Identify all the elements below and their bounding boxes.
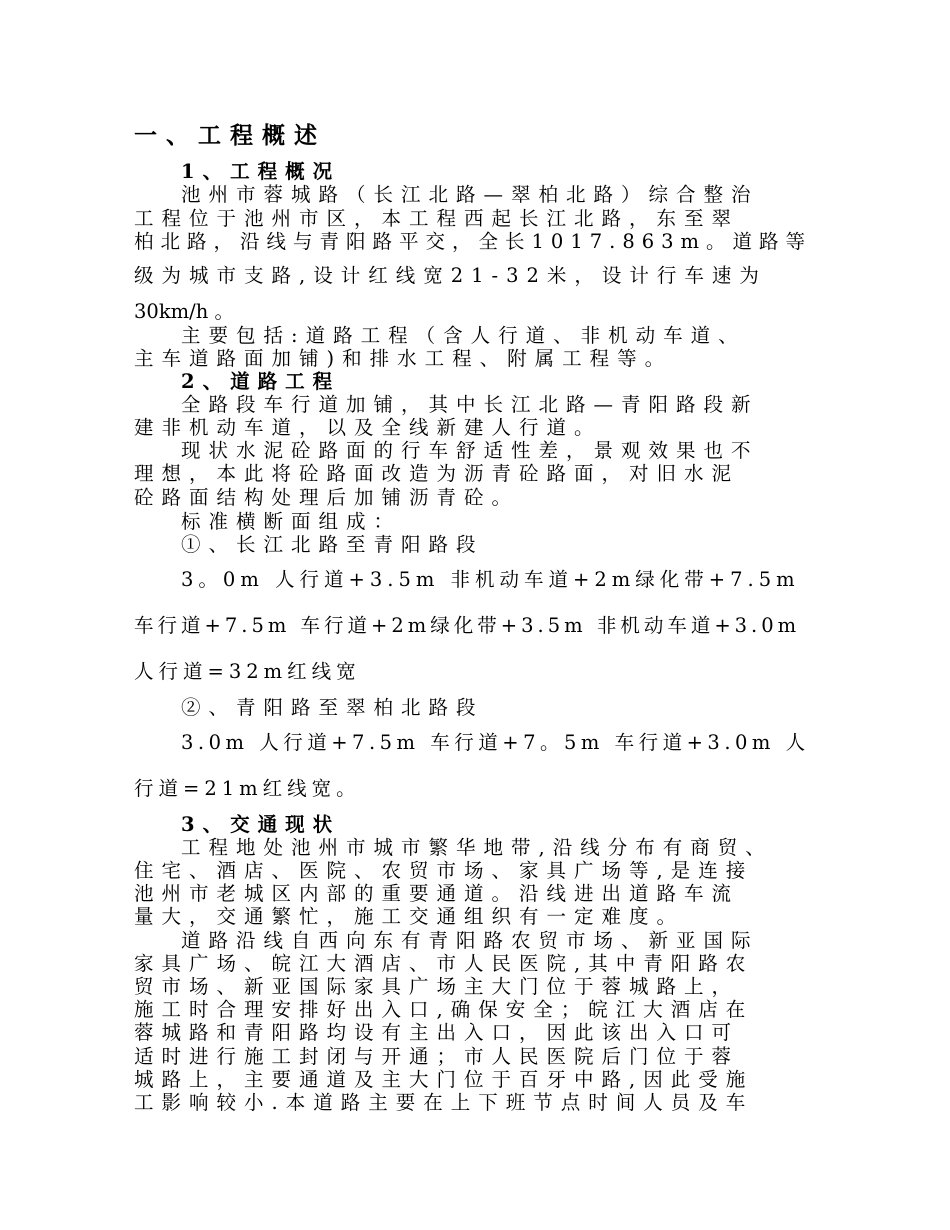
paragraph-line: 3.0m 人行道+7.5m 车行道+7。5m 车行道+3.0m 人 <box>181 731 810 754</box>
paragraph-line: 城路上，主要通道及主大门位于百牙中路,因此受施 <box>134 1068 754 1091</box>
paragraph-line: 池州市蓉城路（长江北路—翠柏北路）综合整治 <box>181 183 759 206</box>
paragraph-line: 工程地处池州市城市繁华地带,沿线分布有商贸、 <box>181 836 773 859</box>
paragraph-line: 3。0m 人行道+3.5m 非机动车道+2m绿化带+7.5m <box>181 568 800 591</box>
paragraph-line: 30km/h 。 <box>134 300 234 323</box>
paragraph-line: 工程位于池州市区，本工程西起长江北路，东至翠 <box>134 207 740 230</box>
paragraph-line: 现状水泥砼路面的行车舒适性差，景观效果也不 <box>181 439 759 462</box>
paragraph-line: ②、青阳路至翠柏北路段 <box>181 696 484 719</box>
paragraph-line: 建非机动车道，以及全线新建人行道。 <box>134 416 602 439</box>
paragraph-line: 住宅、酒店、医院、农贸市场、家具广场等,是连接 <box>134 859 754 882</box>
paragraph-line: 池州市老城区内部的重要通道。沿线进出道路车流 <box>134 882 740 905</box>
section-heading: 一、工程概述 <box>134 122 326 149</box>
paragraph-line: 柏北路，沿线与青阳路平交，全长1017.863m。道路等 <box>134 230 813 253</box>
paragraph-line: 全路段车行道加铺，其中长江北路—青阳路段新 <box>181 393 759 416</box>
subsection-title-overview: 1、工程概况 <box>181 160 341 183</box>
paragraph-line: 工影响较小.本道路主要在上下班节点时间人员及车 <box>134 1091 754 1114</box>
paragraph-line: 行道=21m红线宽。 <box>134 777 361 800</box>
paragraph-line: 适时进行施工封闭与开通；市人民医院后门位于蓉 <box>134 1045 740 1068</box>
paragraph-line: 车行道+7.5m 车行道+2m绿化带+3.5m 非机动车道+3.0m <box>134 614 801 637</box>
paragraph-line: 蓉城路和青阳路均设有主出入口，因此该出入口可 <box>134 1021 740 1044</box>
paragraph-line: 主要包括:道路工程（含人行道、非机动车道、 <box>181 324 746 347</box>
paragraph-line: 主车道路面加铺)和排水工程、附属工程等。 <box>134 347 673 370</box>
paragraph-line: 级为城市支路,设计红线宽21-32米，设计行车速为 <box>134 264 767 287</box>
paragraph-line: 标准横断面组成： <box>181 510 402 533</box>
paragraph-line: 施工时合理安排好出入口,确保安全；皖江大酒店在 <box>134 998 754 1021</box>
paragraph-line: 理想，本此将砼路面改造为沥青砼路面，对旧水泥 <box>134 462 740 485</box>
paragraph-line: ①、长江北路至青阳路段 <box>181 533 484 556</box>
paragraph-line: 砼路面结构处理后加铺沥青砼。 <box>134 486 520 509</box>
paragraph-line: 贸市场、新亚国际家具广场主大门位于蓉城路上， <box>134 975 740 998</box>
paragraph-line: 道路沿线自西向东有青阳路农贸市场、新亚国际 <box>181 929 759 952</box>
subsection-title-traffic: 3、交通现状 <box>181 813 341 836</box>
paragraph-line: 量大，交通繁忙，施工交通组织有一定难度。 <box>134 905 685 928</box>
subsection-title-road: 2、道路工程 <box>181 370 341 393</box>
paragraph-line: 家具广场、皖江大酒店、市人民医院,其中青阳路农 <box>134 952 754 975</box>
paragraph-line: 人行道=32m红线宽 <box>134 660 361 683</box>
